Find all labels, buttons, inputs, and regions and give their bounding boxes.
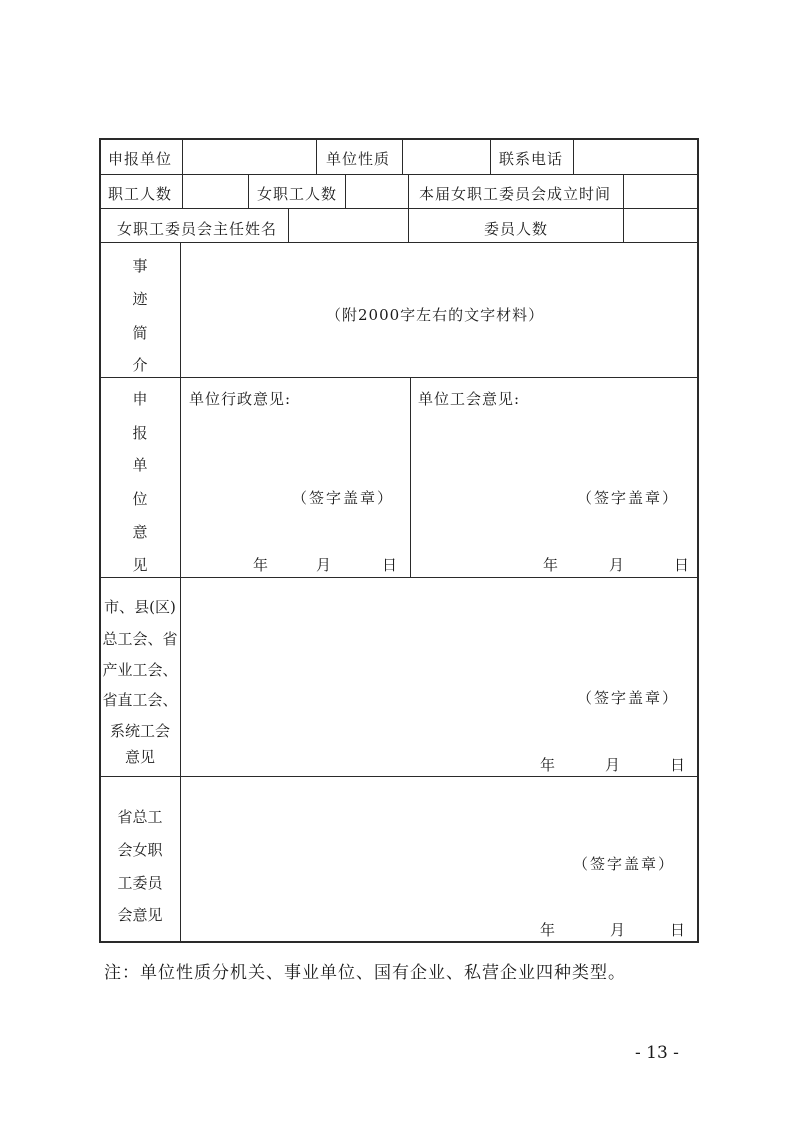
admin-stamp: （签字盖章） <box>292 489 395 507</box>
unit-opinion-label-char: 申 <box>132 390 148 408</box>
city-date-month: 月 <box>605 756 621 774</box>
deeds-label-char: 事 <box>132 257 148 275</box>
row-divider-6 <box>99 776 698 777</box>
province-opinion-label-line: 会意见 <box>117 906 163 924</box>
deeds-label <box>100 243 180 377</box>
province-opinion-label-line: 省总工 <box>117 808 163 826</box>
union-opinion-label: 单位工会意见: <box>418 390 521 408</box>
label-column-divider <box>180 242 181 942</box>
city-date-year: 年 <box>540 756 556 774</box>
unit-opinion-label-char: 单 <box>132 456 148 474</box>
unit-opinion-label-char: 见 <box>132 556 148 574</box>
r1-v2 <box>316 138 317 175</box>
admin-opinion-label: 单位行政意见: <box>189 390 292 408</box>
r3-v3 <box>623 208 624 243</box>
unit-opinion-label-char: 意 <box>132 523 148 541</box>
deeds-label-char: 简 <box>132 324 148 342</box>
union-date-month: 月 <box>609 556 625 574</box>
r2-v1 <box>182 174 183 209</box>
r1-v1 <box>182 138 183 175</box>
province-date-day: 日 <box>670 921 686 939</box>
city-opinion-label-line: 市、县(区) <box>104 598 176 616</box>
city-date-day: 日 <box>670 756 686 774</box>
staff-count-field[interactable] <box>184 176 247 207</box>
city-opinion-label <box>100 578 180 776</box>
member-count-label: 委员人数 <box>484 220 549 238</box>
city-opinion-label-line: 系统工会 <box>109 722 170 740</box>
r3-v1 <box>288 208 289 243</box>
phone-label: 联系电话 <box>499 150 564 168</box>
female-staff-count-field[interactable] <box>347 176 407 207</box>
province-stamp: （签字盖章） <box>573 855 676 873</box>
city-opinion-label-line: 意见 <box>124 748 155 766</box>
admin-date-day: 日 <box>382 556 398 574</box>
city-opinion-label-line: 省直工会、 <box>102 691 178 709</box>
row-divider-5 <box>99 577 698 578</box>
row-divider-2 <box>99 208 698 209</box>
director-name-field[interactable] <box>290 210 407 241</box>
staff-count-label: 职工人数 <box>108 185 173 203</box>
nature-label: 单位性质 <box>326 150 391 168</box>
r1-v3 <box>402 138 403 175</box>
unit-opinion-divider <box>410 377 411 578</box>
province-opinion-label <box>100 777 180 941</box>
r2-v3 <box>345 174 346 209</box>
r3-v2 <box>408 208 409 243</box>
city-opinion-label-line: 产业工会、 <box>102 661 178 679</box>
r1-v4 <box>490 138 491 175</box>
unit-field[interactable] <box>184 140 315 173</box>
r2-v2 <box>248 174 249 209</box>
admin-date-month: 月 <box>316 556 332 574</box>
r2-v4 <box>408 174 409 209</box>
female-staff-count-label: 女职工人数 <box>257 185 338 203</box>
unit-opinion-label <box>100 378 180 577</box>
unit-opinion-label-char: 报 <box>132 424 148 442</box>
unit-opinion-label-char: 位 <box>132 490 148 508</box>
footnote: 注：单位性质分机关、事业单位、国有企业、私营企业四种类型。 <box>104 963 626 983</box>
province-date-year: 年 <box>540 921 556 939</box>
city-opinion-label-line: 总工会、省 <box>102 630 178 648</box>
deeds-hint: （附2000字左右的文字材料） <box>326 306 545 324</box>
phone-field[interactable] <box>575 140 696 173</box>
city-stamp: （签字盖章） <box>577 689 680 707</box>
table-border-right <box>697 138 699 943</box>
table-border-bottom <box>99 941 698 943</box>
union-date-day: 日 <box>674 556 690 574</box>
r1-v5 <box>573 138 574 175</box>
row-divider-1 <box>99 174 698 175</box>
nature-field[interactable] <box>404 140 489 173</box>
page-number: - 13 - <box>635 1043 679 1063</box>
province-opinion-label-line: 会女职 <box>117 841 163 859</box>
province-opinion-label-line: 工委员 <box>117 874 163 892</box>
unit-label: 申报单位 <box>108 150 173 168</box>
deeds-label-char: 介 <box>132 356 148 374</box>
city-opinion-field[interactable] <box>182 579 696 775</box>
committee-founded-field[interactable] <box>625 176 696 207</box>
union-stamp: （签字盖章） <box>577 489 680 507</box>
row-divider-3 <box>99 242 698 243</box>
committee-founded-label: 本届女职工委员会成立时间 <box>419 185 612 203</box>
province-date-month: 月 <box>610 921 626 939</box>
r2-v5 <box>623 174 624 209</box>
deeds-label-char: 迹 <box>132 290 148 308</box>
admin-date-year: 年 <box>253 556 269 574</box>
director-name-label: 女职工委员会主任姓名 <box>117 220 278 238</box>
member-count-field[interactable] <box>625 210 696 241</box>
row-divider-4 <box>99 377 698 378</box>
union-date-year: 年 <box>543 556 559 574</box>
